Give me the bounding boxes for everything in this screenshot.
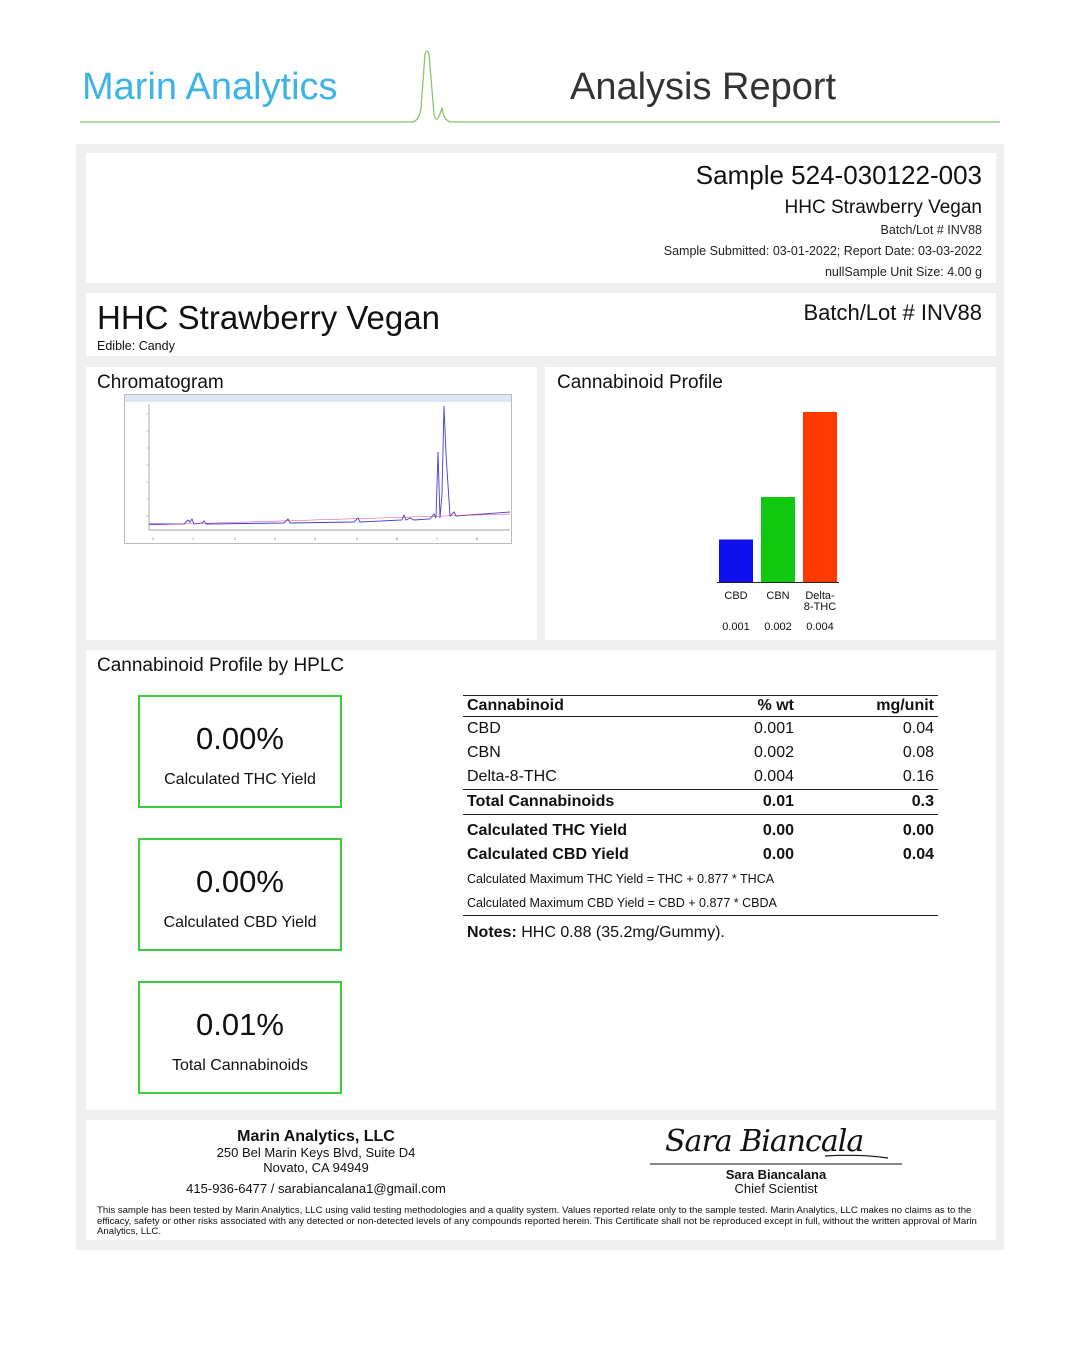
disclaimer: This sample has been tested by Marin Analytics, LLC using valid testing methodologies and a quality system. Values reported relate only to the sample tested. Marin Analytics, LLC makes no claims as to the efficacy, safety or other risks associated with any detected or non-detected levels of any compounds reported herein. This Certificate shall not be reproduced except in full, without the written approval of Marin Analytics, LLC.	[97, 1205, 977, 1237]
row-percent: 0.002	[753, 744, 794, 761]
svg-text:8: 8	[476, 537, 479, 541]
sample-dates: Sample Submitted: 03-01-2022; Report Date: 03-03-2022	[663, 244, 982, 258]
row-name: CBN	[467, 744, 501, 761]
thc-yield-label: Calculated THC Yield	[467, 822, 628, 839]
svg-text:1: 1	[192, 537, 195, 541]
table-row	[463, 741, 938, 765]
table-row	[463, 765, 938, 790]
row-mg: 0.04	[902, 720, 934, 737]
total-mg: 0.3	[798, 790, 938, 815]
footer-contact: 415-936-6477 / sarabiancalana1@gmail.com	[186, 1181, 446, 1196]
col-percent-wt: % wt	[708, 696, 798, 717]
bar-category-label: CBD	[724, 590, 748, 602]
row-percent: 0.001	[753, 720, 794, 737]
product-name: HHC Strawberry Vegan	[97, 299, 440, 336]
total-percent: 0.01	[708, 790, 798, 815]
table-row	[463, 717, 938, 742]
notes-text: HHC 0.88 (35.2mg/Gummy).	[516, 924, 725, 941]
hplc-title: Cannabinoid Profile by HPLC	[97, 655, 345, 676]
sample-id: Sample 524-030122-003	[695, 160, 982, 190]
bar-value-label: 0.001	[722, 621, 750, 633]
notes-label: Notes:	[467, 924, 517, 941]
bar-value-label: 0.004	[806, 621, 834, 633]
total-row	[463, 790, 938, 815]
kpi-cbd-yield	[138, 838, 342, 951]
sample-batch: Batch/Lot # INV88	[880, 223, 982, 237]
svg-text:3: 3	[274, 537, 277, 541]
cbd-yield-row	[463, 843, 938, 867]
sample-unit-size: nullSample Unit Size: 4.00 g	[824, 265, 982, 279]
bar-value-label: 0.002	[764, 621, 792, 633]
row-mg: 0.08	[902, 744, 934, 761]
formula-cbd: Calculated Maximum CBD Yield = CBD + 0.877 * CBDA	[463, 891, 938, 916]
row-mg: 0.16	[902, 768, 934, 785]
svg-text:2: 2	[234, 537, 237, 541]
footer-company: Marin Analytics, LLC	[237, 1128, 395, 1145]
kpi-thc-value: 0.00%	[196, 721, 284, 756]
signer-block	[650, 1167, 902, 1196]
header-peak-line	[76, 48, 1006, 128]
svg-text:0: 0	[152, 537, 155, 541]
row-percent: 0.004	[753, 768, 794, 785]
chromatogram-image	[124, 394, 512, 544]
signer-name: Sara Biancalana	[725, 1167, 827, 1182]
row-name: Delta-8-THC	[467, 768, 557, 785]
bar-category-label: Delta-8-THC	[803, 590, 837, 613]
thc-yield-percent: 0.00	[762, 822, 794, 839]
brand-name: Marin Analytics	[82, 66, 338, 108]
profile-title: Cannabinoid Profile	[557, 372, 723, 393]
cannabinoid-table	[463, 695, 938, 916]
total-label: Total Cannabinoids	[463, 790, 708, 815]
svg-text:4: 4	[314, 537, 317, 541]
kpi-total-cannabinoids	[138, 981, 342, 1094]
bar-category-label: CBN	[766, 590, 790, 602]
formula-thc-row	[463, 867, 938, 891]
kpi-cbd-label: Calculated CBD Yield	[163, 914, 317, 931]
notes	[467, 924, 725, 942]
bar-delta-8-thc	[803, 412, 837, 582]
col-cannabinoid: Cannabinoid	[463, 696, 708, 717]
bar-cbd	[719, 540, 753, 583]
formula-cbd-row	[463, 891, 938, 916]
table-header-row	[463, 696, 938, 717]
kpi-cbd-value: 0.00%	[196, 864, 284, 899]
svg-text:6: 6	[396, 537, 399, 541]
signer-title: Chief Scientist	[734, 1181, 818, 1196]
sample-name: HHC Strawberry Vegan	[784, 197, 982, 218]
cbd-yield-label: Calculated CBD Yield	[467, 846, 629, 863]
bar-cbn	[761, 497, 795, 582]
svg-text:7: 7	[436, 537, 439, 541]
thc-yield-mg: 0.00	[902, 822, 934, 839]
row-name: CBD	[467, 720, 501, 737]
kpi-total-label: Total Cannabinoids	[171, 1057, 309, 1074]
kpi-thc-yield	[138, 695, 342, 808]
product-batch: Batch/Lot # INV88	[803, 300, 982, 325]
footer-company-block	[166, 1128, 466, 1196]
svg-text:5: 5	[356, 537, 359, 541]
report-title: Analysis Report	[570, 66, 837, 108]
formula-thc: Calculated Maximum THC Yield = THC + 0.877 * THCA	[467, 872, 775, 886]
cbd-yield-mg: 0.04	[902, 846, 934, 863]
chromatogram-title: Chromatogram	[97, 372, 224, 393]
col-mg-unit: mg/unit	[798, 696, 938, 717]
product-type: Edible: Candy	[97, 339, 175, 353]
kpi-thc-label: Calculated THC Yield	[164, 771, 316, 788]
footer-address2: Novato, CA 94949	[263, 1160, 369, 1175]
signature: Sara Biancala	[665, 1124, 864, 1159]
footer-address1: 250 Bel Marin Keys Blvd, Suite D4	[216, 1145, 416, 1160]
cbd-yield-percent: 0.00	[762, 846, 794, 863]
kpi-total-value: 0.01%	[196, 1007, 284, 1042]
thc-yield-row	[463, 815, 938, 844]
cannabinoid-bar-chart	[700, 400, 860, 640]
